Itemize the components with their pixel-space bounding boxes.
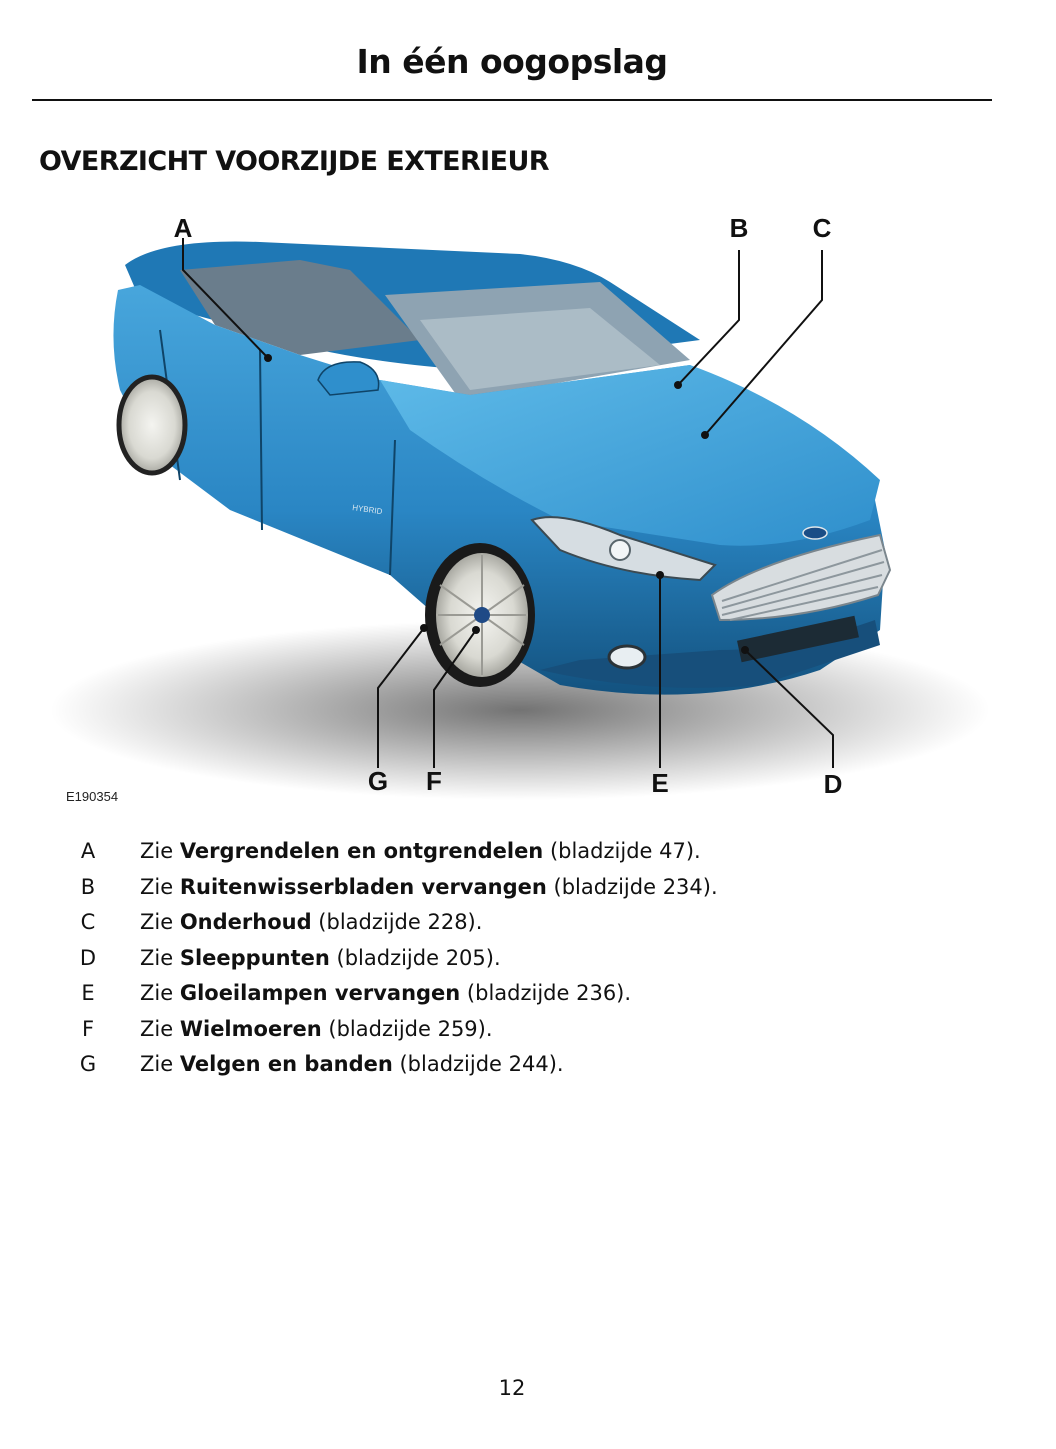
key-topic-link[interactable]: Vergrendelen en ontgrendelen [179, 839, 544, 863]
list-item [0, 1014, 1056, 1050]
page-number: 12 [498, 1376, 526, 1400]
brand-logo [803, 527, 827, 539]
callout-dot-e [656, 571, 664, 579]
callout-label-f: F [426, 766, 442, 796]
callout-dot-g [420, 624, 428, 632]
callout-dot-a [264, 354, 272, 362]
key-reference: Zie Vergrendelen en ontgrendelen (bladzijde 47). [140, 839, 701, 863]
key-letter: B [80, 874, 96, 899]
hybrid-badge: HYBRID [351, 503, 383, 517]
callout-label-g: G [367, 766, 389, 796]
key-topic-link[interactable]: Gloeilampen vervangen [179, 981, 461, 1005]
key-reference: Zie Velgen en banden (bladzijde 244). [140, 1052, 564, 1076]
list-item [0, 943, 1056, 979]
callout-label-d: D [823, 769, 843, 799]
key-topic-link[interactable]: Velgen en banden [179, 1052, 393, 1076]
front-wheel [425, 543, 535, 687]
callout-label-a: A [173, 213, 193, 243]
callout-dot-d [741, 646, 749, 654]
key-topic-link[interactable]: Ruitenwisserbladen vervangen [179, 874, 547, 899]
headlight-lens [610, 540, 630, 560]
callout-dot-f [472, 626, 480, 634]
header-divider [32, 99, 992, 101]
key-letter: D [79, 945, 97, 970]
car-illustration-icon [0, 190, 1056, 820]
car-figure [0, 190, 1056, 820]
key-letter: C [80, 910, 96, 934]
key-reference: Zie Ruitenwisserbladen vervangen (bladzijde 234). [140, 874, 718, 899]
callout-line-b [678, 250, 739, 385]
callout-label-c: C [812, 213, 832, 243]
key-reference: Zie Wielmoeren (bladzijde 259). [140, 1016, 493, 1041]
list-item [0, 836, 1056, 872]
section-title: OVERZICHT VOORZIJDE EXTERIEUR [39, 146, 549, 177]
image-code: E190354 [66, 789, 119, 804]
key-reference: Zie Gloeilampen vervangen (bladzijde 236). [140, 981, 632, 1005]
rear-wheel [119, 377, 185, 473]
key-reference: Zie Sleeppunten (bladzijde 205). [140, 945, 501, 970]
list-item [0, 978, 1056, 1014]
page-title: In één oogopslag [356, 42, 668, 81]
callout-key-list [0, 836, 1056, 1085]
key-letter: E [81, 981, 95, 1005]
list-item [0, 907, 1056, 943]
callout-dot-c [701, 431, 709, 439]
key-topic-link[interactable]: Onderhoud [179, 910, 312, 934]
key-topic-link[interactable]: Wielmoeren [179, 1016, 322, 1041]
key-letter: A [80, 839, 96, 863]
callout-dot-b [674, 381, 682, 389]
fog-lamp [609, 646, 645, 668]
key-topic-link[interactable]: Sleeppunten [179, 945, 330, 970]
key-letter: F [81, 1016, 95, 1041]
callout-label-e: E [651, 768, 669, 798]
list-item [0, 1049, 1056, 1085]
key-reference: Zie Onderhoud (bladzijde 228). [140, 910, 483, 934]
key-letter: G [79, 1052, 97, 1076]
list-item [0, 872, 1056, 908]
callout-label-b: B [729, 213, 749, 243]
